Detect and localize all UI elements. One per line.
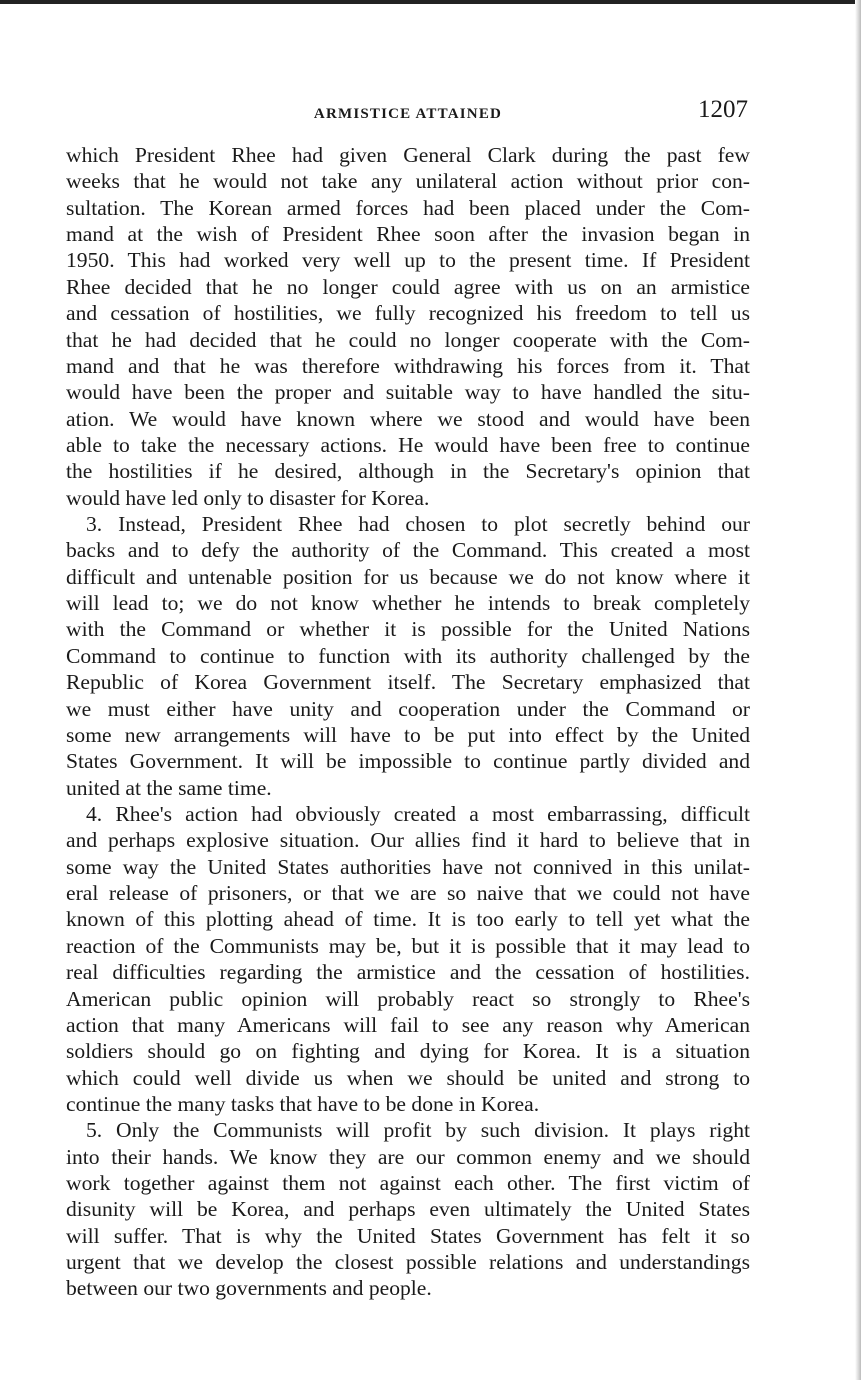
text-line: States Government. It will be impossible to continue partly divided and <box>66 749 750 774</box>
text-line: we must either have unity and cooperation under the Command or <box>66 696 750 721</box>
text-line: which could well divide us when we should be united and strong to <box>66 1065 750 1090</box>
text-line: difficult and untenable position for us because we do not know where it <box>66 564 750 589</box>
text-line: Republic of Korea Government itself. The Secretary emphasized that <box>66 670 750 695</box>
text-line: continue the many tasks that have to be done in Korea. <box>66 1091 540 1116</box>
text-line: weeks that he would not take any unilateral action without prior con- <box>66 169 750 194</box>
text-line: reaction of the Communists may be, but it is possible that it may lead to <box>66 933 750 958</box>
text-line: known of this plotting ahead of time. It is too early to tell yet what the <box>66 907 750 932</box>
text-line: able to take the necessary actions. He would have been free to continue <box>66 432 750 457</box>
paragraph-4-first-line: 4. Rhee's action had obviously created a most embarrassing, difficult <box>86 801 750 826</box>
text-line: with the Command or whether it is possible for the United Nations <box>66 617 750 642</box>
text-line: soldiers should go on fighting and dying for Korea. It is a situation <box>66 1039 750 1064</box>
text-line: that he had decided that he could no longer cooperate with the Com- <box>66 327 750 352</box>
text-line: the hostilities if he desired, although in the Secretary's opinion that <box>66 459 750 484</box>
page-number: 1207 <box>698 96 748 123</box>
text-line: will suffer. That is why the United States Government has felt it so <box>66 1223 750 1248</box>
text-line: mand at the wish of President Rhee soon after the invasion began in <box>66 222 750 247</box>
text-line: disunity will be Korea, and perhaps even ultimately the United States <box>66 1197 750 1222</box>
text-line: ation. We would have known where we stood and would have been <box>66 406 750 431</box>
text-line: backs and to defy the authority of the Command. This created a most <box>66 538 750 563</box>
text-line: urgent that we develop the closest possible relations and understandings <box>66 1250 750 1275</box>
text-line: real difficulties regarding the armistice and the cessation of hostilities. <box>66 960 750 985</box>
text-line: into their hands. We know they are our common enemy and we should <box>66 1144 750 1169</box>
text-line: which President Rhee had given General Clark during the past few <box>66 143 750 167</box>
page-top-edge <box>0 0 861 4</box>
paragraph-3-first-line: 3. Instead, President Rhee had chosen to plot secretly behind our <box>86 512 750 537</box>
text-line: Rhee decided that he no longer could agree with us on an armistice <box>66 274 750 299</box>
text-line: and perhaps explosive situation. Our allies find it hard to believe that in <box>66 828 750 853</box>
text-line: American public opinion will probably react so strongly to Rhee's <box>66 986 750 1011</box>
text-line: united at the same time. <box>66 775 272 800</box>
text-line: action that many Americans will fail to see any reason why American <box>66 1012 750 1037</box>
text-line: will lead to; we do not know whether he intends to break completely <box>66 591 750 616</box>
text-line: some new arrangements will have to be put into effect by the United <box>66 722 750 747</box>
text-line: sultation. The Korean armed forces had been placed under the Com- <box>66 195 750 220</box>
text-line: some way the United States authorities have not connived in this unilat- <box>66 854 750 879</box>
text-line: and cessation of hostilities, we fully recognized his freedom to tell us <box>66 301 750 326</box>
text-line: eral release of prisoners, or that we are so naive that we could not have <box>66 881 750 906</box>
text-line: Command to continue to function with its authority challenged by the <box>66 643 750 668</box>
text-line: work together against them not against each other. The first victim of <box>66 1171 750 1196</box>
text-line: between our two governments and people. <box>66 1276 432 1301</box>
text-line: mand and that he was therefore withdrawing his forces from it. That <box>66 353 750 378</box>
text-line: would have been the proper and suitable way to have handled the situ- <box>66 380 750 405</box>
text-line: 1950. This had worked very well up to the present time. If President <box>66 248 750 273</box>
text-line: would have led only to disaster for Korea. <box>66 485 430 510</box>
running-title: ARMISTICE ATTAINED <box>313 106 503 122</box>
paragraph-5-first-line: 5. Only the Communists will profit by such division. It plays right <box>86 1118 750 1143</box>
page-binding-edge <box>855 0 861 1380</box>
running-header <box>66 96 750 130</box>
body-text <box>66 142 750 1302</box>
